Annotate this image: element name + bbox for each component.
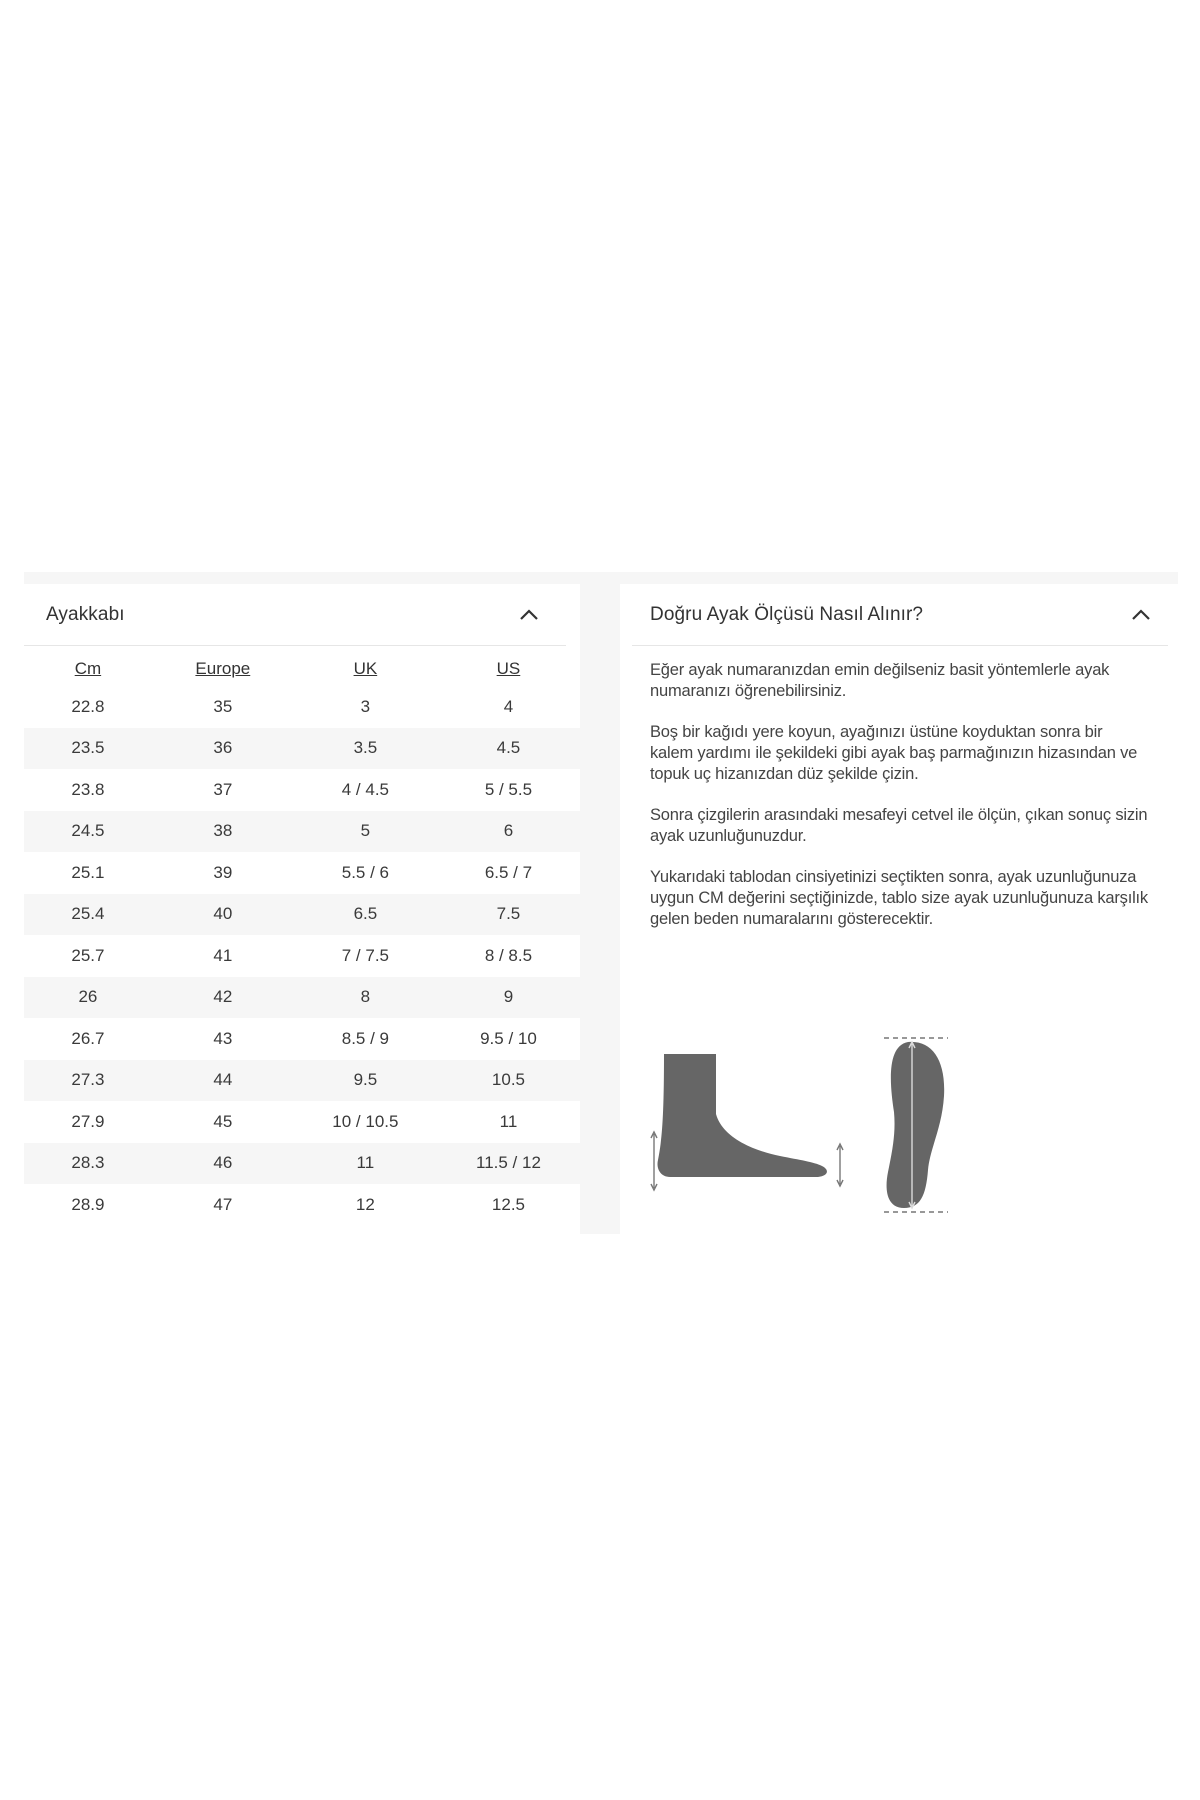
chevron-up-icon[interactable]: [516, 602, 542, 628]
table-row: [24, 935, 580, 977]
cell-europe: 45: [213, 1111, 233, 1131]
cell-uk: 8: [294, 977, 437, 1019]
cell-us: 9.5 / 10: [480, 1028, 537, 1048]
shoe-size-panel-title: Ayakkabı: [46, 603, 125, 625]
table-row: [24, 1143, 580, 1185]
table-row: [24, 1060, 580, 1102]
cell-uk: 10 / 10.5: [332, 1111, 399, 1131]
column-header-us[interactable]: US: [496, 659, 521, 678]
cell-uk: 4 / 4.5: [341, 779, 390, 799]
cell-europe: 38: [152, 811, 294, 853]
cell-cm: 23.8: [71, 779, 105, 799]
cell-cm: 24.5: [24, 811, 152, 853]
cell-us: 7.5: [437, 894, 580, 936]
table-row: [24, 1101, 580, 1143]
table-row: [24, 977, 580, 1019]
cell-us: 10.5: [437, 1060, 580, 1102]
measure-guide-panel-header[interactable]: [632, 584, 1168, 646]
cell-uk: 5: [294, 811, 437, 853]
cell-cm: 26.7: [71, 1028, 105, 1048]
column-header-cm[interactable]: Cm: [74, 659, 102, 678]
cell-uk: 3.5: [294, 728, 437, 770]
cell-uk: 12: [355, 1194, 375, 1214]
cell-uk: 3: [360, 696, 371, 716]
cell-europe: 42: [152, 977, 294, 1019]
cell-cm: 25.1: [71, 862, 105, 882]
table-row: [24, 728, 580, 770]
cell-us: 12.5: [491, 1194, 525, 1214]
measure-guide-text: [620, 646, 1178, 930]
cell-europe: 46: [152, 1143, 294, 1185]
cell-europe: 40: [152, 894, 294, 936]
cell-us: 6.5 / 7: [484, 862, 533, 882]
cell-us: 11.5 / 12: [437, 1143, 580, 1185]
cell-uk: 6.5: [294, 894, 437, 936]
cell-cm: 28.3: [24, 1143, 152, 1185]
column-header-europe[interactable]: Europe: [195, 659, 251, 678]
cell-us: 4: [503, 696, 514, 716]
table-row: [24, 686, 580, 728]
column-header-uk[interactable]: UK: [353, 659, 378, 678]
size-table: [24, 652, 580, 1226]
foot-measure-illustration: [650, 1036, 970, 1226]
table-row: [24, 1018, 580, 1060]
table-row: [24, 894, 580, 936]
cell-cm: 23.5: [24, 728, 152, 770]
size-table-header-row: [24, 652, 580, 686]
table-row: [24, 769, 580, 811]
cell-cm: 28.9: [71, 1194, 105, 1214]
cell-uk: 8.5 / 9: [341, 1028, 390, 1048]
shoe-size-panel-header[interactable]: [24, 584, 566, 646]
chevron-up-icon[interactable]: [1128, 602, 1154, 628]
cell-uk: 11: [294, 1143, 437, 1185]
guide-paragraph: Eğer ayak numaranızdan emin değilseniz basit yöntemlerle ayak numaranızı öğrenebilirsiniz.: [650, 661, 1110, 700]
table-row: [24, 811, 580, 853]
measure-guide-panel-title: Doğru Ayak Ölçüsü Nasıl Alınır?: [650, 603, 924, 625]
measure-guide-panel: [620, 584, 1178, 1234]
table-row: [24, 1184, 580, 1226]
cell-europe: 36: [152, 728, 294, 770]
cell-us: 5 / 5.5: [484, 779, 533, 799]
cell-uk: 7 / 7.5: [341, 945, 390, 965]
cell-us: 11: [499, 1111, 518, 1131]
cell-europe: 47: [213, 1194, 233, 1214]
cell-europe: 35: [213, 696, 233, 716]
cell-uk: 9.5: [294, 1060, 437, 1102]
shoe-size-panel: [24, 584, 580, 1234]
cell-cm: 22.8: [71, 696, 105, 716]
guide-paragraph: Yukarıdaki tablodan cinsiyetinizi seçtikten sonra, ayak uzunluğunuza uygun CM değerini seçtiğinizde, tablo size ayak uzunluğunuza karşılık gelen beden numaralarını gösterecektir.: [650, 868, 1148, 928]
cell-cm: 26: [24, 977, 152, 1019]
cell-us: 6: [437, 811, 580, 853]
cell-uk: 5.5 / 6: [341, 862, 390, 882]
cell-europe: 44: [152, 1060, 294, 1102]
table-row: [24, 852, 580, 894]
cell-cm: 27.3: [24, 1060, 152, 1102]
cell-europe: 43: [213, 1028, 233, 1048]
cell-europe: 37: [213, 779, 233, 799]
cell-us: 8 / 8.5: [484, 945, 533, 965]
cell-cm: 27.9: [71, 1111, 105, 1131]
size-guide-container: [24, 572, 1178, 1234]
cell-europe: 41: [213, 945, 233, 965]
cell-cm: 25.4: [24, 894, 152, 936]
guide-paragraph: Sonra çizgilerin arasındaki mesafeyi cetvel ile ölçün, çıkan sonuç sizin ayak uzunluğunuzdur.: [650, 806, 1148, 845]
guide-paragraph: Boş bir kağıdı yere koyun, ayağınızı üstüne koyduktan sonra bir kalem yardımı ile şekildeki gibi ayak baş parmağınızın hizasından ve topuk uç hizanızdan düz şekilde çizin.: [650, 723, 1138, 783]
cell-europe: 39: [213, 862, 233, 882]
foot-side-view-icon: [651, 1054, 843, 1190]
cell-us: 9: [437, 977, 580, 1019]
cell-us: 4.5: [437, 728, 580, 770]
cell-cm: 25.7: [71, 945, 105, 965]
foot-sole-outline-icon: [884, 1038, 948, 1212]
